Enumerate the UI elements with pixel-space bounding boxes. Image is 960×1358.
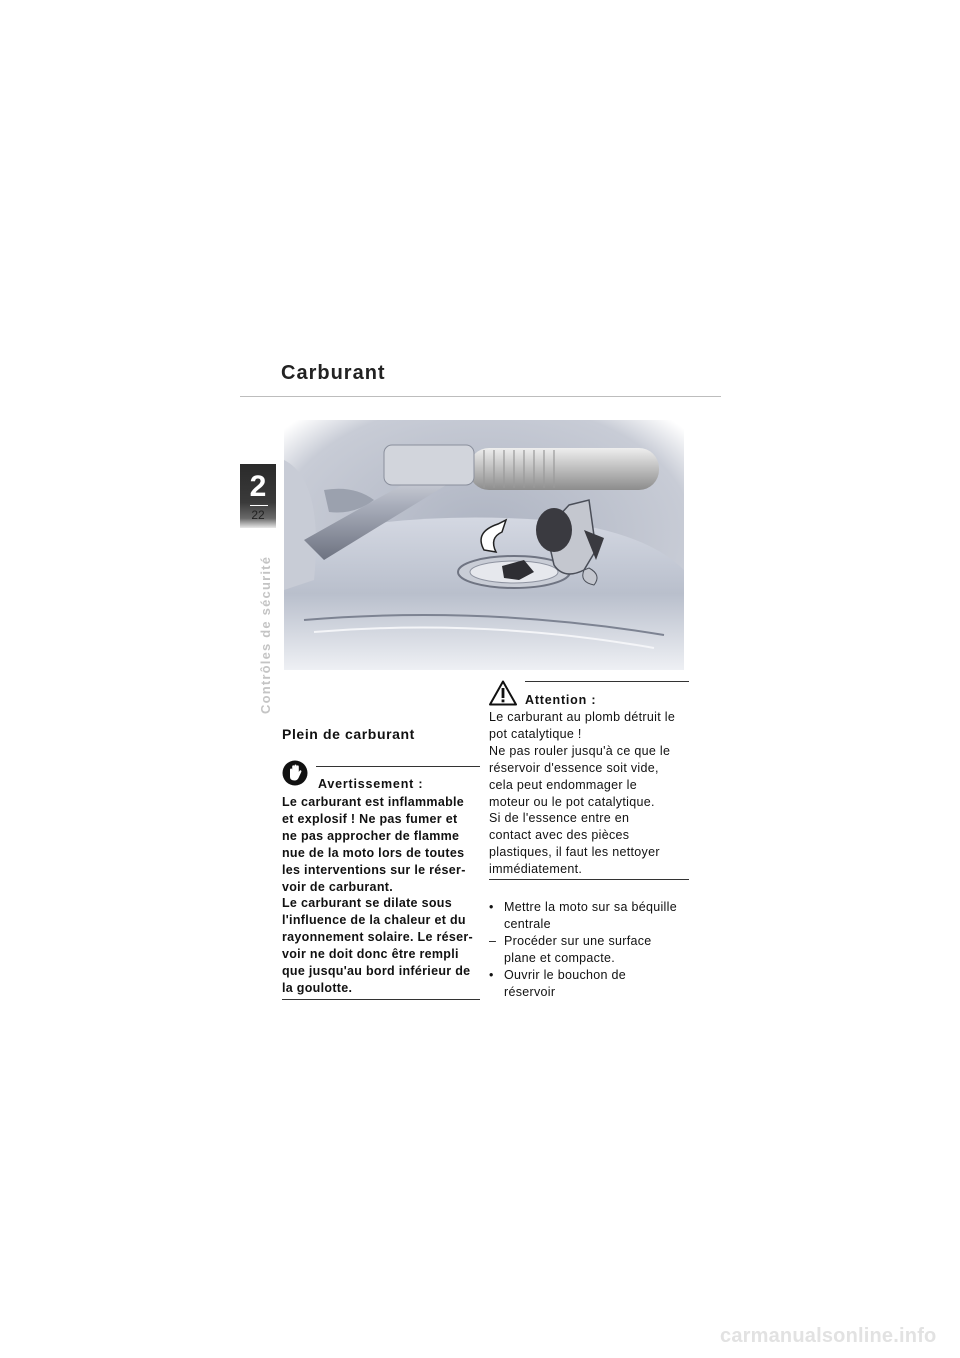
attention-bottom-rule	[489, 879, 689, 880]
section-heading: Plein de carburant	[282, 726, 415, 742]
warning-text: Le carburant est inflammable et explosif ! Ne pas fumer et ne pas approcher de flamme nue de la moto lors de toutes les interventions sur le réser- voir de carburant. Le carburant se dilate sous l'influence de la chaleur et du rayonnement solaire. Le réser- voir ne doit donc être rempli que jusqu'au bord inférieur de la goulotte.	[282, 795, 474, 995]
list-item	[489, 899, 694, 933]
attention-label: Attention :	[525, 693, 597, 707]
bullet-marker: •	[489, 967, 494, 982]
bullet-marker: •	[489, 900, 494, 914]
warning-label: Avertissement :	[318, 777, 424, 791]
chapter-divider	[250, 505, 268, 506]
warning-bottom-rule	[282, 999, 480, 1000]
procedure-steps	[489, 899, 694, 1000]
step-text: Ouvrir le bouchon de réservoir	[504, 967, 627, 999]
list-item	[489, 933, 694, 967]
side-section-label: Contrôles de sécurité	[258, 555, 273, 714]
step-text: Mettre la moto sur sa béquille centrale	[504, 900, 677, 931]
fuel-cap-illustration	[284, 420, 684, 670]
page-number: 22	[251, 508, 265, 522]
attention-text: Le carburant au plomb détruit le pot catalytique ! Ne pas rouler jusqu'à ce que le réservoir d'essence soit vide, cela peut endommager le moteur ou le pot catalytique. Si de l'essence entre en contact avec des pièces plastiques, il faut les nettoyer immédiatement.	[489, 710, 676, 877]
chapter-number: 2	[249, 470, 267, 503]
step-text: Procéder sur une surface plane et compacte.	[504, 933, 652, 965]
stop-hand-icon	[282, 760, 308, 786]
page-title: Carburant	[281, 362, 386, 384]
dash-marker: –	[489, 933, 497, 948]
watermark: carmanualsonline.info	[720, 1325, 937, 1347]
exclamation-triangle-icon	[489, 680, 517, 706]
title-divider	[240, 396, 721, 397]
attention-top-rule	[525, 681, 689, 682]
warning-top-rule	[316, 766, 480, 767]
list-item	[489, 967, 694, 1001]
